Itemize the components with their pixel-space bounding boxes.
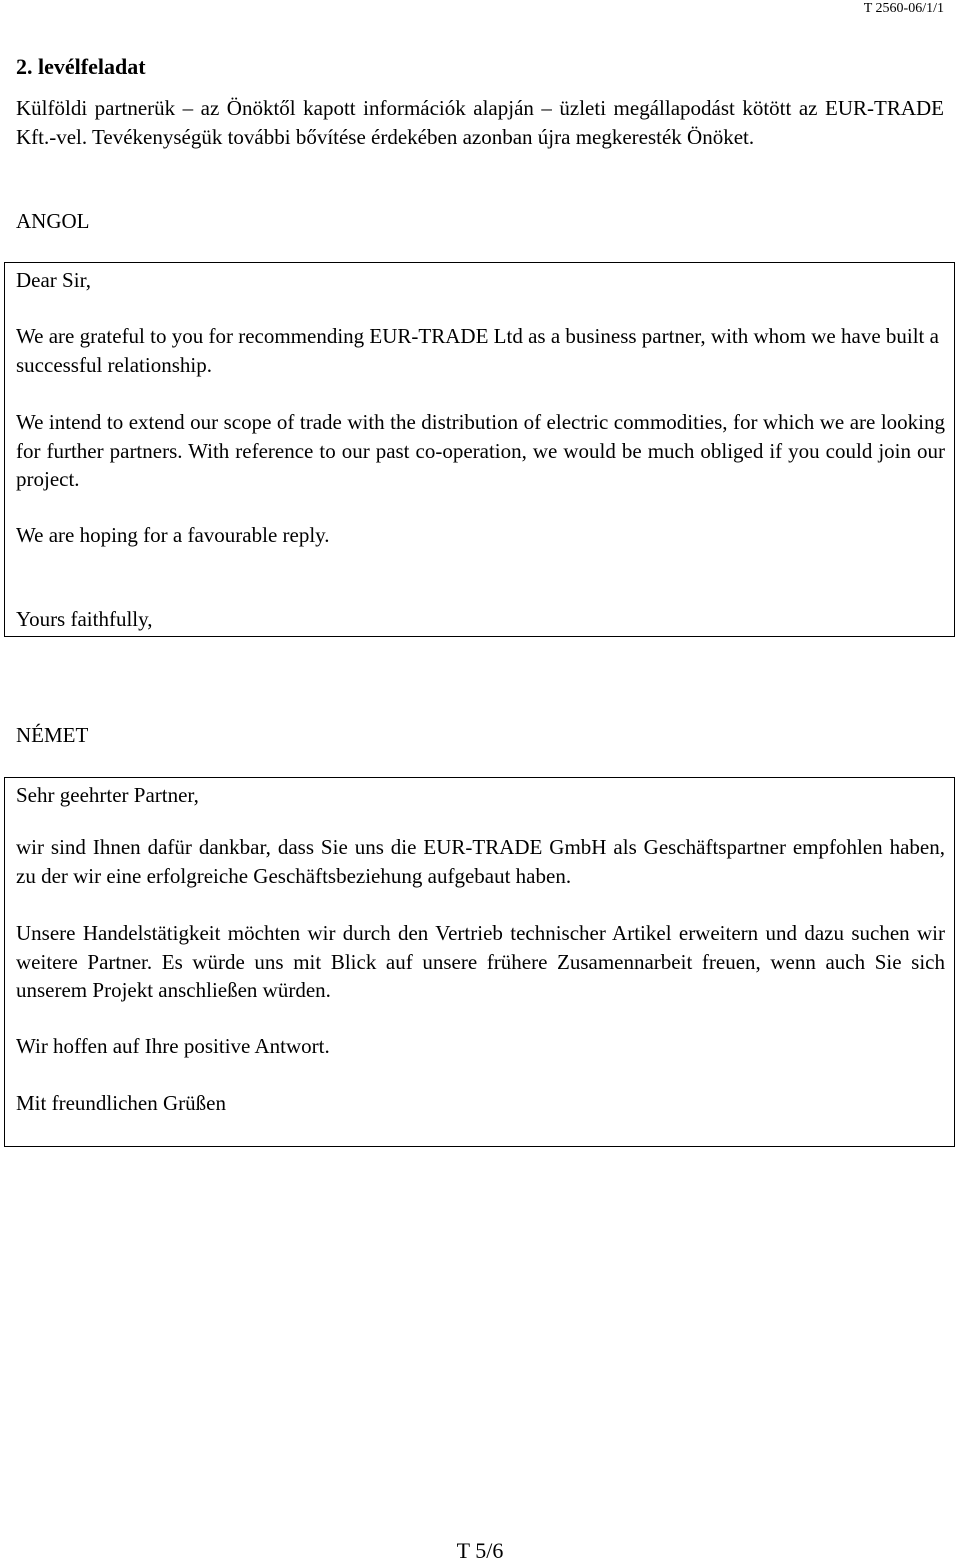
page-code: T 2560-06/1/1 <box>863 1 944 16</box>
german-paragraph-3: Wir hoffen auf Ihre positive Antwort. <box>16 1034 330 1058</box>
english-paragraph-3: We are hoping for a favourable reply. <box>16 523 330 547</box>
english-letter-box <box>4 262 955 637</box>
english-paragraph-2: We intend to extend our scope of trade with the distribution of electric commodities, for which we are looking for further partners. With reference to our past co-operation, we would be much obliged if you could join our project. <box>16 410 945 491</box>
german-closing: Mit freundlichen Grüßen <box>16 1091 226 1115</box>
english-closing: Yours faithfully, <box>16 607 153 631</box>
english-section-label: ANGOL <box>16 209 90 233</box>
page-number: T 5/6 <box>456 1538 504 1563</box>
english-paragraph-1: We are grateful to you for recommending EUR-TRADE Ltd as a business partner, with whom we have built a successful relationship. <box>16 324 939 377</box>
german-section-label: NÉMET <box>16 723 89 747</box>
german-letter-box <box>4 777 955 1147</box>
german-salutation: Sehr geehrter Partner, <box>16 783 199 807</box>
german-paragraph-1: wir sind Ihnen dafür dankbar, dass Sie uns die EUR-TRADE GmbH als Geschäftspartner empfohlen haben, zu der wir eine erfolgreiche Geschäftsbeziehung aufgebaut haben. <box>16 835 945 888</box>
task-intro: Külföldi partnerük – az Önöktől kapott információk alapján – üzleti megállapodást kötött az EUR-TRADE Kft.-vel. Tevékenységük további bővítése érdekében azonban újra megkeresték Önöket. <box>16 96 944 149</box>
english-salutation: Dear Sir, <box>16 268 91 292</box>
german-paragraph-2: Unsere Handelstätigkeit möchten wir durch den Vertrieb technischer Artikel erweitern und dazu suchen wir weitere Partner. Es würde uns mit Blick auf unsere frühere Zusamennarbeit freuen, wenn auch Sie sich unserem Projekt anschließen würden. <box>16 921 945 1002</box>
task-title: 2. levélfeladat <box>16 54 146 79</box>
